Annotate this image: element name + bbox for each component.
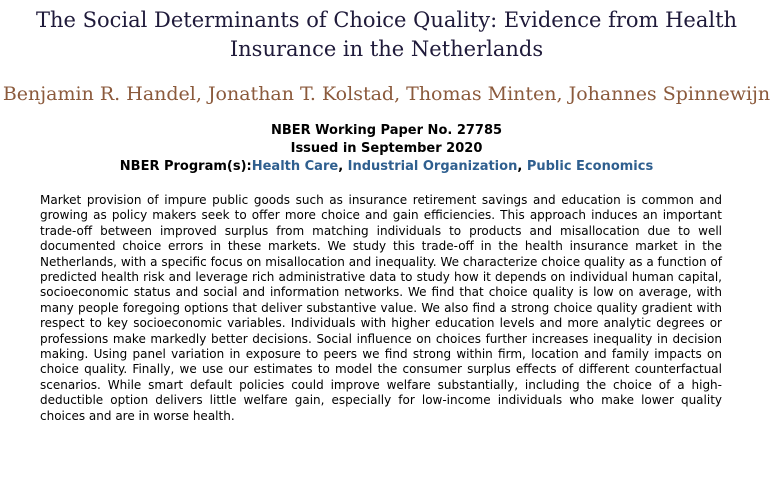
program-list [0,158,773,176]
program-separator: , [517,159,527,174]
paper-abstract: Market provision of impure public goods such as insurance retirement savings and education is common and growing as policy makers seek to offer more choice and gain efficiencies. This approach induces an important trade-off between improved surplus from matching individuals to products and misallocation due to well documented choice errors in these markets. We study this trade-off in the health insurance market in the Netherlands, with a specific focus on misallocation and inequality. We characterize choice quality as a function of predicted health risk and leverage rich administrative data to study how it depends on individual human capital, socioeconomic status and social and information networks. We find that choice quality is low on average, with many people foregoing options that deliver substantive value. We also find a strong choice quality gradient with respect to key socioeconomic variables. Individuals with higher education levels and more analytic degrees or professions make markedly better decisions. Social influence on choices further increases inequality in decision making. Using panel variation in exposure to peers we find strong within firm, location and family impacts on choice quality. Finally, we use our estimates to model the consumer surplus effects of different counterfactual scenarios. While smart default policies could improve welfare substantially, including the choice of a high-deductible option delivers little welfare gain, especially for low-income individuals who make lower quality choices and are in worse health. [40,193,722,423]
program-link-industrial-organization[interactable]: Industrial Organization [347,159,518,174]
issued-date: Issued in September 2020 [290,141,483,156]
working-paper-number: NBER Working Paper No. 27785 [270,123,503,138]
paper-authors: Benjamin R. Handel, Jonathan T. Kolstad, Thomas Minten, Johannes Spinnewijn [2,83,771,105]
paper-metadata [0,122,773,176]
paper-title [0,6,773,64]
program-separator: , [338,159,348,174]
paper-title-line-2: Insurance in the Netherlands [229,37,544,61]
program-link-public-economics[interactable]: Public Economics [526,159,654,174]
program-link-health-care[interactable]: Health Care [251,159,339,174]
program-label: NBER Program(s): [119,159,252,174]
paper-title-line-1: The Social Determinants of Choice Quality: Evidence from Health [35,8,738,32]
